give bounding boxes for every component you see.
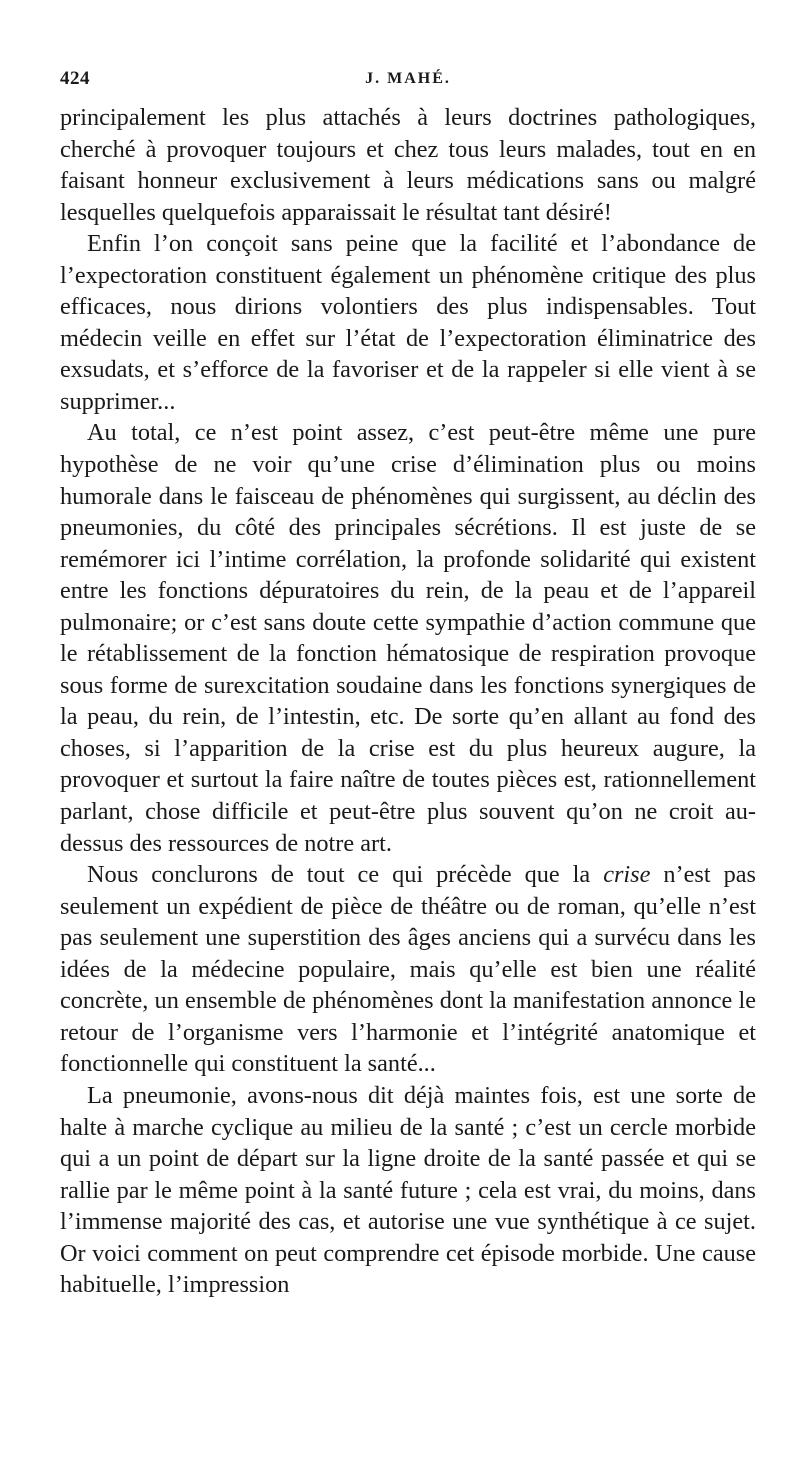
body-text — [60, 102, 756, 1301]
italic-term-crise: crise — [603, 861, 651, 889]
page-number: 424 — [60, 68, 90, 89]
running-head — [60, 68, 756, 102]
book-page — [60, 68, 756, 1301]
paragraph-conclusion — [60, 859, 756, 1080]
paragraph-continued: principalement les plus attachés à leurs doctrines pathologiques, cherché à provoquer toujours et chez tous leurs malades, tout en en faisant honneur exclusivement à leurs médications sans ou malgré lesquelles quelquefois apparaissait le résultat tant désiré! — [60, 104, 756, 226]
running-head-author: J. MAHÉ. — [365, 70, 451, 87]
paragraph-expectoration: Enfin l’on conçoit sans peine que la facilité et l’abondance de l’expectoration constituent également un phénomène critique des plus efficaces, nous dirions volontiers des plus indispensables. Tout médecin veille en effet sur l’état de l’expectoration éliminatrice des exsudats, et s’efforce de la favoriser et de la rappeler si elle vient à se supprimer... — [60, 230, 756, 415]
paragraph-total: Au total, ce n’est point assez, c’est peut-être même une pure hypothèse de ne voir qu’une crise d’élimination plus ou moins humorale dans le faisceau de phénomènes qui surgissent, au déclin des pneumonies, du côté des principales sécrétions. Il est juste de se remémorer ici l’intime corrélation, la profonde solidarité qui existent entre les fonctions dépuratoires du rein, de la peau et de l’appareil pulmonaire; or c’est sans doute cette sympathie d’action commune que le rétablissement de la fonction hématosique de respiration provoque sous forme de surexcitation soudaine dans les fonctions synergiques de la peau, du rein, de l’intestin, etc. De sorte qu’en allant au fond des choses, si l’apparition de la crise est du plus heureux augure, la provoquer et surtout la faire naître de toutes pièces est, rationnellement parlant, chose difficile et peut-être plus souvent qu’on ne croit au-dessus des ressources de notre art. — [60, 419, 756, 857]
paragraph-pneumonie: La pneumonie, avons-nous dit déjà maintes fois, est une sorte de halte à marche cyclique au milieu de la santé ; c’est un cercle morbide qui a un point de départ sur la ligne droite de la santé passée et qui se rallie par le même point à la santé future ; cela est vrai, du moins, dans l’immense majorité des cas, et autorise une vue synthétique à ce sujet. Or voici comment on peut comprendre cet épisode morbide. Une cause habituelle, l’impression — [60, 1081, 756, 1299]
paragraph-conclusion-end: n’est pas seulement un expédient de pièce de théâtre ou de roman, qu’elle n’est pas seulement une superstition des âges anciens qui a survécu dans les idées de la médecine populaire, mais qu’elle est bien une réalité concrète, un ensemble de phénomènes dont la manifestation annonce le retour de l’organisme vers l’harmonie et l’intégrité anatomique et fonctionnelle qui constituent la santé... — [60, 861, 756, 1078]
paragraph-conclusion-start: Nous conclurons de tout ce qui précède que la — [87, 861, 604, 889]
